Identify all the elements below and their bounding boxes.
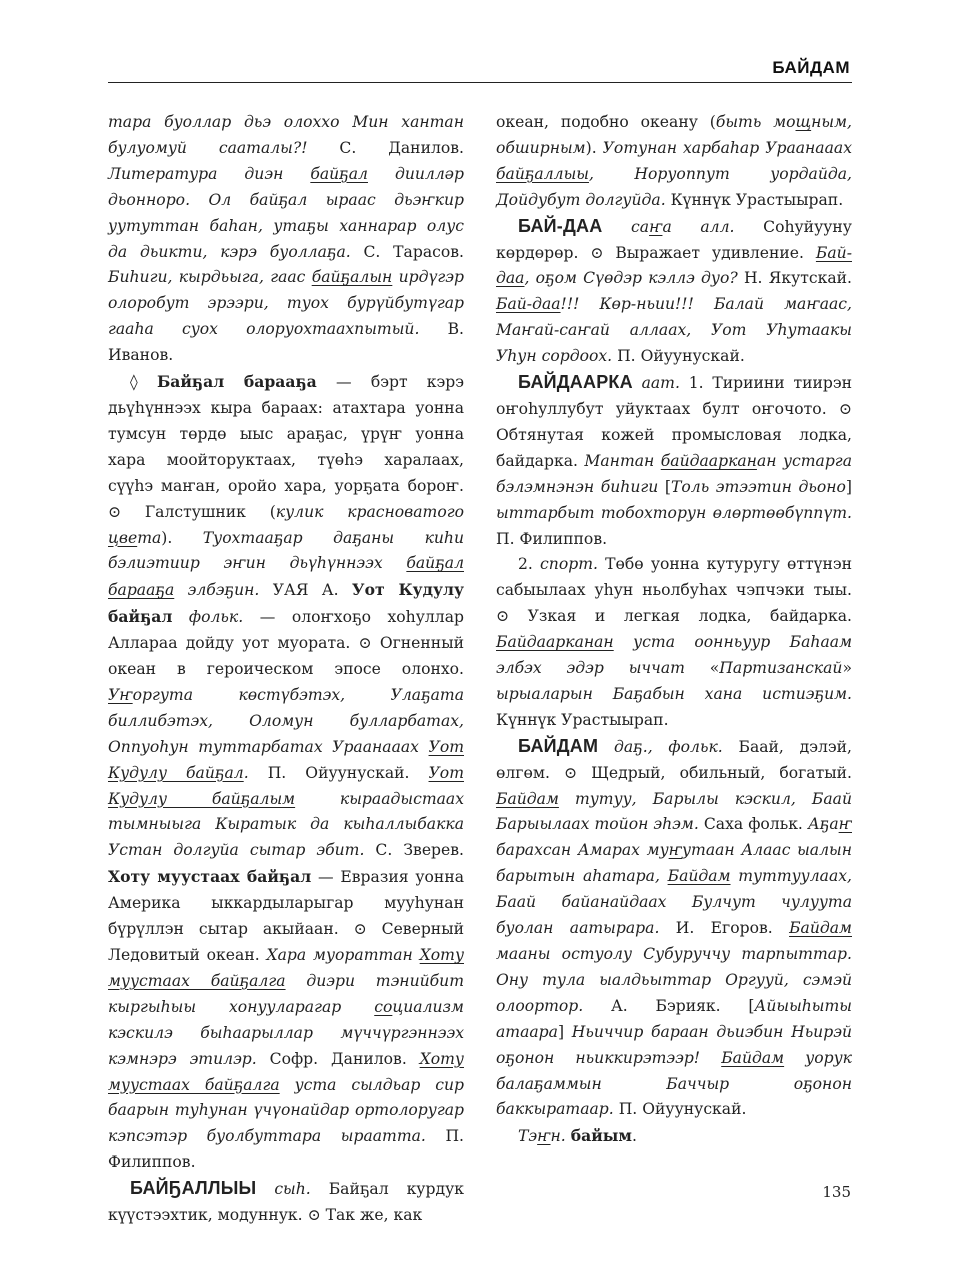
page-number: 135 <box>822 1183 851 1201</box>
entry-paragraph: БАЙДАМ даҕ., фольк. Баай, дэлэй, өлгөм. ⊙ Щедрый, обильный, богатый. Байдам тутуу, Барылы кэскил, Баай Барыылаах тойон эһэм. Саха фольк. Аҕаҥ барахсан Амарах муҥутаан Алаас ыалын барытын аһатара, Байдам туттуулаах, Баай байанайдаах Булчут чулуута буолан аатырара. И. Егоров. Байдам мааны остуолу Субуруччу тарпыттар. Ону тула ыалдьыттар Оргууй, сэмэй олоортор. А. Бэрияк. [Айыыһыты атаара] Ньиччир бараан дьиэбин Ньирэй оҕонон ньиккирэтээр! Байдам уорук балаҕаммын Баччыр оҕонон баккыратаар. П. Ойуунускай. <box>496 735 853 1119</box>
running-head: БАЙДАМ <box>772 58 850 77</box>
entry-paragraph: тара буоллар дьэ олоххо Мин хантан булуомуй сааталы?! С. Данилов. Литература диэн байҕал диилләр дьонноро. Ол байҕал ыраас дьэҥкир уутуттан баһан, утаҕы ханнарар олус да дьикти, кэрэ буоллаҕа. С. Тарасов. Биһиги, кырдьыга, гаас байҕалын ирдүгэр олоробут эрээри, туох бурүйбутүгар гааһа суох олоруохтаахпытый. В. Иванов. <box>108 113 464 365</box>
entry-paragraph: океан, подобно океану (быть мощным, обширным). Уотунан харбаһар Ураанааах байҕаллыы, Норуоппут уордайда, Дойдубут долгуйда. Күннүк Урастыырап. <box>496 113 852 209</box>
right-column <box>496 110 852 1150</box>
entry-paragraph: ◊ Байҕал барааҕа — бэрт кэрэ дьүһүннээх кыра бараах: атахтара уонна тумсун төрдө ыыс араҕас, үрүҥ уонна хара моойторуктаах, түөһэ харалаах, сүүһэ маҥан, оройо хара, уорҕата бороҥ. ⊙ Галстушник (кулик красноватого цвета). Туохтааҕар даҕаны киһи бэлиэтиир эҥин дьүһүннээх байҕал барааҕа элбэҕин. УАЯ А. Уот Кудулу байҕал фольк. — олоҥхоҕо хоһуллар Аллараа дойду уот муората. ⊙ Огненный океан в героическом эпосе олонхо. Уҥоргута көстүбэтэх, Улаҕата биллибэтэх, Оломун булларбатах, Оппуоһун туттарбатах Ураанааах Уот Кудулу байҕал. П. Ойуунускай. Уот Кудулу байҕалым кыраадыстаах тымныыга Кыратык да кыһаллыбакка Устан долгуйа сытар эбит. С. Зверев. Хоту муустаах байҕал — Евразия уонна Америка ыккардыларыгар мууһунан бүрүллэн сытар акыйаан. ⊙ Северный Ледовитый океан. Хара муораттан Хоту муустаах байҕалга диэри тэнийбит кыргыһыы хонууларагар социализм кэскилэ быһаарыллар мүччүргэннээх кэмнэрэ этилэр. Софр. Данилов. Хоту муустаах байҕалга уста сылдьар сир баарын туһунан үчүонайдар ортолоругар кэпсэтэр буолбуттара ыраатта. П. Филиппов. <box>108 372 465 1172</box>
page-header <box>108 56 852 83</box>
entry-paragraph: БАЙ-ДАА саҥа алл. Соһуйууну көрдөрөр. ⊙ Выражает удивление. Бай-даа, оҕом Сүөдэр кэллэ дуо? Н. Якутскай. Бай-даа!!! Көр-ньии!!! Балай маҥаас, Маҥай-саҥай аллаах, Уот Уһутаакы Уһун сордоох. П. Ойуунускай. <box>496 215 852 366</box>
entry-paragraph: 2. спорт. Төбө уонна кутуругу өттүнэн сабыылаах уһун ньолбуһах чэпчэки тыы. ⊙ Узкая и легкая лодка, байдарка. Байдаарканан уста оонньуур Баһаам элбэх эдэр ыччат «Партизанскай» ырыаларын Баҕабын хана истиэҕим. Күннүк Урастыырап. <box>496 555 853 729</box>
entry-paragraph: Тэҥн. байым. <box>518 1126 637 1146</box>
entry-paragraph: БАЙҔАЛЛЫЫ сыһ. Байҕал курдук күүстээхтик, модуннук. ⊙ Так же, как <box>108 1178 464 1225</box>
left-column <box>108 110 464 1229</box>
entry-paragraph: БАЙДААРКА аат. 1. Тириини тиирэн оҥоһуллубут уйуктаах булт оҥочото. ⊙ Обтянутая кожей промысловая лодка, байдарка. Мантан байдаарканан устарга бэлэмнэнэн биһиги [Толь этээтин дьоно] ыттарбыт тобохторун өлөртөөбүппүт. П. Филиппов. <box>496 372 852 548</box>
